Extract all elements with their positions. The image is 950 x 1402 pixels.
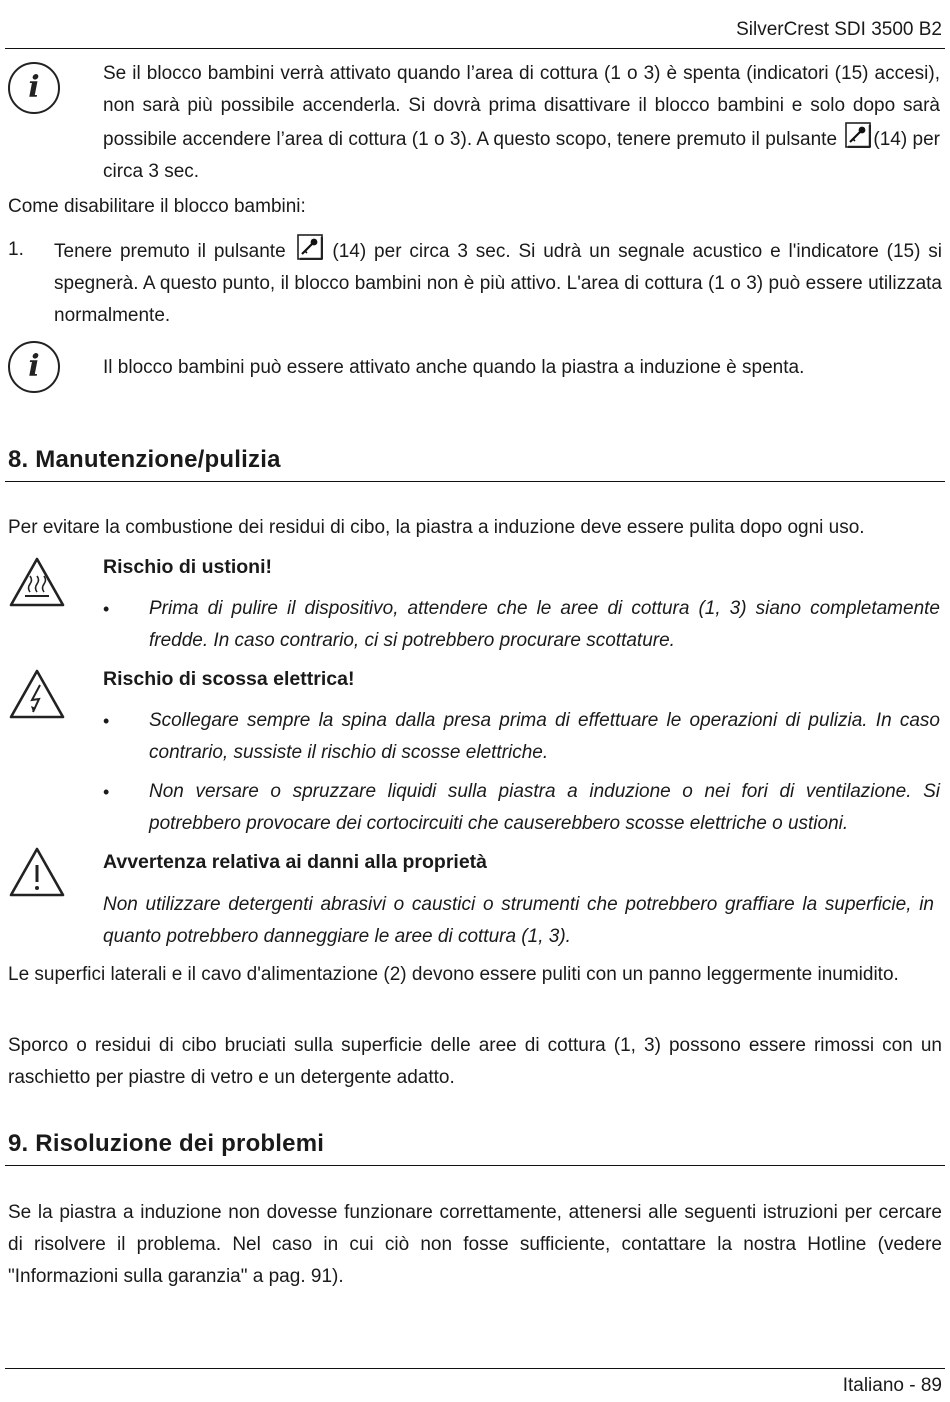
section-heading-maintenance: 8. Manutenzione/pulizia <box>8 446 281 473</box>
bullet-dot: • <box>103 782 110 802</box>
warning-title-property: Avvertenza relativa ai danni alla proprietà <box>103 851 488 873</box>
info-note-standby: Il blocco bambini può essere attivato anche quando la piastra a induzione è spenta. <box>103 357 805 378</box>
footer-rule <box>5 1368 945 1369</box>
list-item <box>103 705 940 769</box>
step-text <box>54 234 942 332</box>
warning-burn-text: Prima di pulire il dispositivo, attendere che le aree di cottura (1, 3) siano completamente fredde. In caso contrario, ci si potrebbero procurare scottature. <box>149 598 940 651</box>
step-text-start: Tenere premuto il pulsante <box>54 241 286 262</box>
header-rule <box>5 48 945 49</box>
header-title: SilverCrest SDI 3500 B2 <box>736 19 942 40</box>
step-text-end: (14) per circa 3 sec. Si udrà un segnale acustico e l'indicatore (15) si spegnerà. A questo punto, il blocco bambini non è più attivo. L'area di cottura (1 o 3) può essere utilizzata normalmente. <box>54 241 942 326</box>
info-note-text: Se il blocco bambini verrà attivato quando l’area di cottura (1 o 3) è spenta (indicatori (15) accesi), non sarà più possibile accenderla. Si dovrà prima disattivare il blocco bambini e solo dopo sarà possibile accendere l’area di cottura (1 o 3). A questo scopo, tenere premuto il pulsante <box>103 63 940 150</box>
warning-shock-text-1: Scollegare sempre la spina dalla presa prima di effettuare le operazioni di pulizia. In caso contrario, sussiste il rischio di scosse elettriche. <box>149 710 940 763</box>
page-number: Italiano - 89 <box>842 1375 942 1396</box>
list-item <box>103 776 940 840</box>
disable-intro: Come disabilitare il blocco bambini: <box>8 196 306 217</box>
warning-title-burn: Rischio di ustioni! <box>103 556 272 578</box>
numbered-step <box>8 234 942 334</box>
maintenance-para-2: Sporco o residui di cibo bruciati sulla superficie delle aree di cottura (1, 3) possono essere rimossi con un raschietto per piastre di vetro e un detergente adatto. <box>8 1035 942 1088</box>
step-number: 1. <box>8 239 24 260</box>
bullet-dot: • <box>103 599 110 619</box>
key-button-icon <box>845 122 871 148</box>
bullet-dot: • <box>103 711 110 731</box>
section-rule <box>5 1165 945 1166</box>
warning-property-text: Non utilizzare detergenti abrasivi o caustici o strumenti che potrebbero graffiare la superficie, in quanto potrebbero danneggiare le aree di cottura (1, 3). <box>103 894 934 947</box>
caution-warning-icon <box>8 846 66 898</box>
section-heading-troubleshooting: 9. Risoluzione dei problemi <box>8 1130 325 1157</box>
troubleshooting-intro: Se la piastra a induzione non dovesse funzionare correttamente, attenersi alle seguenti istruzioni per cercare di risolvere il problema. Nel caso in cui ciò non fosse sufficiente, contattare la nostra Hotline (vedere "Informazioni sulla garanzia" a pag. 91). <box>8 1202 942 1287</box>
info-icon: i <box>8 62 60 114</box>
electric-shock-warning-icon <box>8 668 66 720</box>
section-rule <box>5 481 945 482</box>
info-note-text-end: (14) per circa 3 sec. <box>103 129 941 182</box>
key-button-icon <box>297 234 323 260</box>
info-note-child-lock <box>103 58 940 188</box>
warning-title-shock: Rischio di scossa elettrica! <box>103 668 355 690</box>
maintenance-intro: Per evitare la combustione dei residui di cibo, la piastra a induzione deve essere pulita dopo ogni uso. <box>8 517 865 538</box>
warning-shock-text-2: Non versare o spruzzare liquidi sulla piastra a induzione o nei fori di ventilazione. Si potrebbero provocare dei cortocircuiti che causerebbero scosse elettriche o ustioni. <box>149 781 940 834</box>
maintenance-para-1: Le superfici laterali e il cavo d'alimentazione (2) devono essere puliti con un panno leggermente inumidito. <box>8 964 899 985</box>
list-item <box>103 593 940 657</box>
hot-surface-warning-icon <box>8 556 66 608</box>
info-icon: i <box>8 341 60 393</box>
